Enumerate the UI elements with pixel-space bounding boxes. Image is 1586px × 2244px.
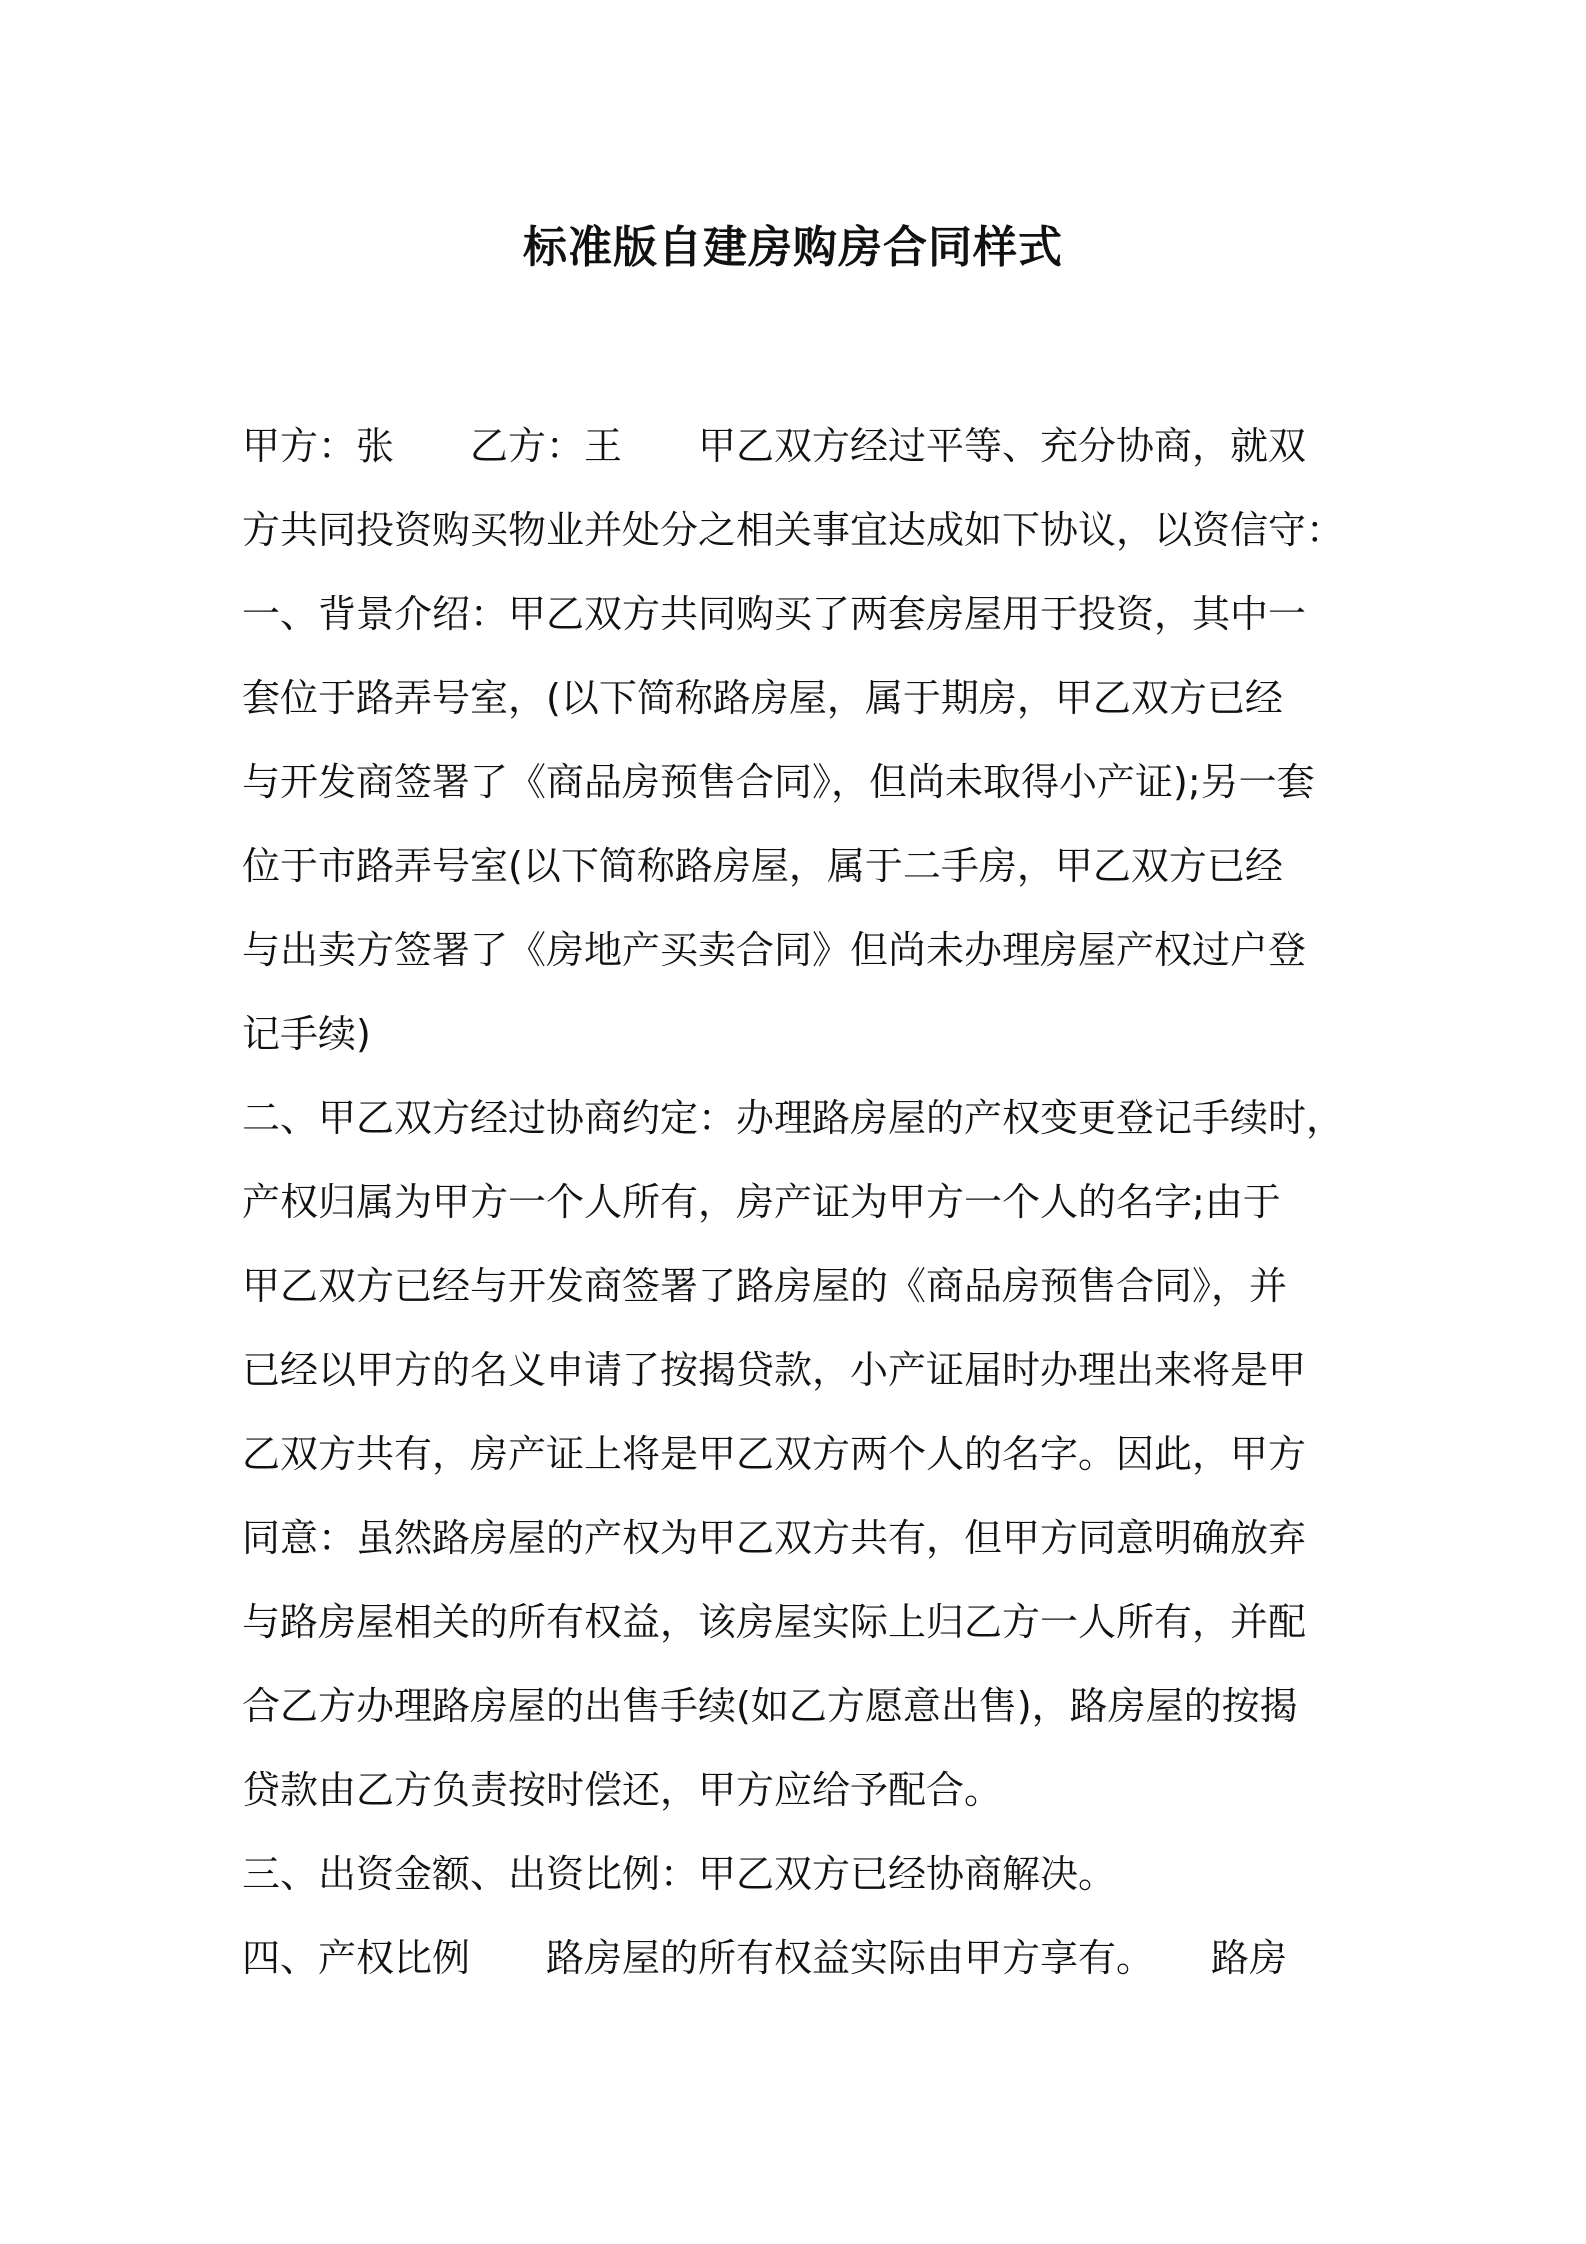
text-line: 一、背景介绍：甲乙双方共同购买了两套房屋用于投资，其中一 (242, 592, 1307, 636)
text-line: 位于市路弄号室(以下简称路房屋，属于二手房，甲乙双方已经 (242, 844, 1283, 888)
contract-body (242, 404, 1352, 2000)
text-line: 套位于路弄号室，(以下简称路房屋，属于期房，甲乙双方已经 (242, 676, 1283, 720)
text-line: 同意：虽然路房屋的产权为甲乙双方共有，但甲方同意明确放弃 (242, 1516, 1307, 1560)
text-line: 乙双方共有，房产证上将是甲乙双方两个人的名字。因此，甲方 (242, 1432, 1307, 1476)
text-line: 与出卖方签署了《房地产买卖合同》但尚未办理房屋产权过户登 (242, 928, 1307, 972)
text-line: 二、甲乙双方经过协商约定：办理路房屋的产权变更登记手续时， (242, 1096, 1345, 1140)
text-line: 与开发商签署了《商品房预售合同》，但尚未取得小产证);另一套 (242, 760, 1315, 804)
document-title: 标准版自建房购房合同样式 (523, 222, 1063, 273)
text-line: 三、出资金额、出资比例：甲乙双方已经协商解决。 (242, 1852, 1117, 1896)
text-line: 四、产权比例 路房屋的所有权益实际由甲方享有。 路房 (242, 1936, 1288, 1980)
text-line: 合乙方办理路房屋的出售手续(如乙方愿意出售)，路房屋的按揭 (242, 1684, 1298, 1728)
text-line: 贷款由乙方负责按时偿还，甲方应给予配合。 (242, 1768, 1003, 1812)
text-line: 已经以甲方的名义申请了按揭贷款，小产证届时办理出来将是甲 (242, 1348, 1307, 1392)
text-line: 方共同投资购买物业并处分之相关事宜达成如下协议，以资信守： (242, 508, 1345, 552)
text-line: 甲乙双方已经与开发商签署了路房屋的《商品房预售合同》，并 (242, 1264, 1288, 1308)
text-line: 甲方：张 乙方：王 甲乙双方经过平等、充分协商，就双 (242, 424, 1307, 468)
text-line: 记手续) (242, 1012, 371, 1056)
text-line: 产权归属为甲方一个人所有，房产证为甲方一个人的名字;由于 (242, 1180, 1281, 1224)
text-line: 与路房屋相关的所有权益，该房屋实际上归乙方一人所有，并配 (242, 1600, 1307, 1644)
